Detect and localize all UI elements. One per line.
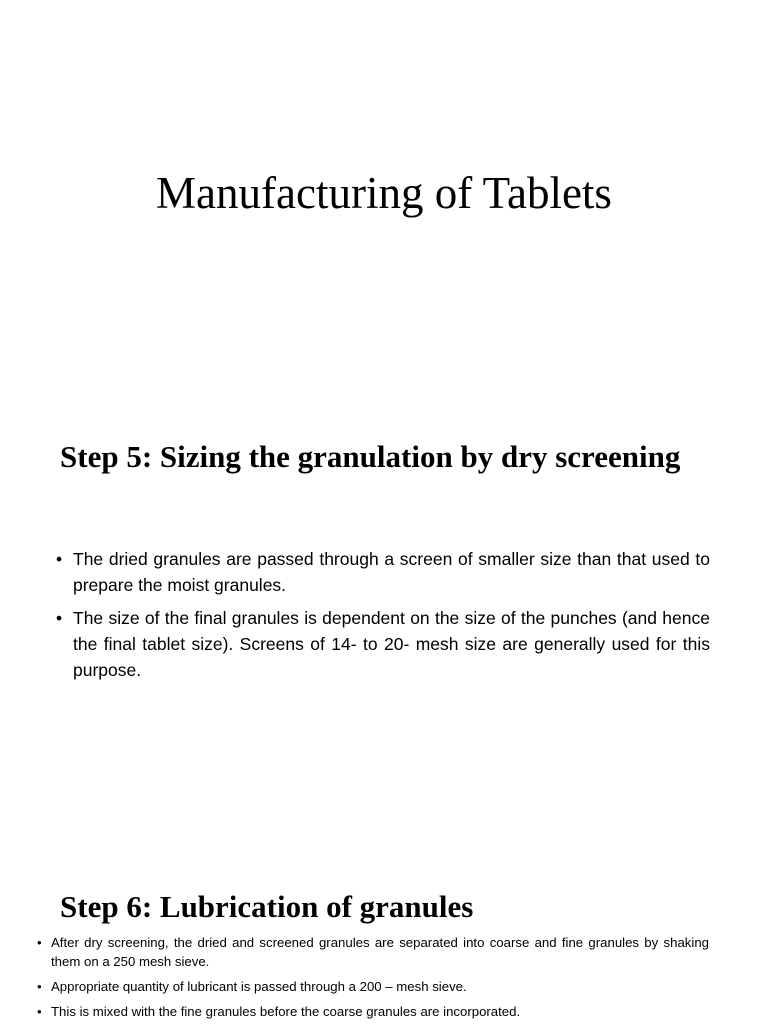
bullet-item: • Appropriate quantity of lubricant is passed through a 200 – mesh sieve.	[37, 977, 709, 996]
step-5-bullet-list	[56, 546, 710, 690]
step-5-heading: Step 5: Sizing the granulation by dry screening	[60, 439, 681, 474]
bullet-item: • The size of the final granules is dependent on the size of the punches (and hence the final tablet size). Screens of 14- to 20- mesh size are generally used for this purpose.	[56, 605, 710, 683]
step-6-bullet-list	[37, 933, 709, 1027]
bullet-item: • This is mixed with the fine granules before the coarse granules are incorporated.	[37, 1002, 709, 1021]
step-6-heading: Step 6: Lubrication of granules	[60, 889, 474, 924]
title-slide	[0, 0, 768, 340]
bullet-item: • The dried granules are passed through a screen of smaller size than that used to prepare the moist granules.	[56, 546, 710, 598]
step-5-slide	[0, 400, 768, 720]
slide-title: Manufacturing of Tablets	[156, 168, 612, 218]
bullet-item: • After dry screening, the dried and screened granules are separated into coarse and fine granules by shaking them on a 250 mesh sieve.	[37, 933, 709, 971]
step-6-slide	[0, 870, 768, 1024]
